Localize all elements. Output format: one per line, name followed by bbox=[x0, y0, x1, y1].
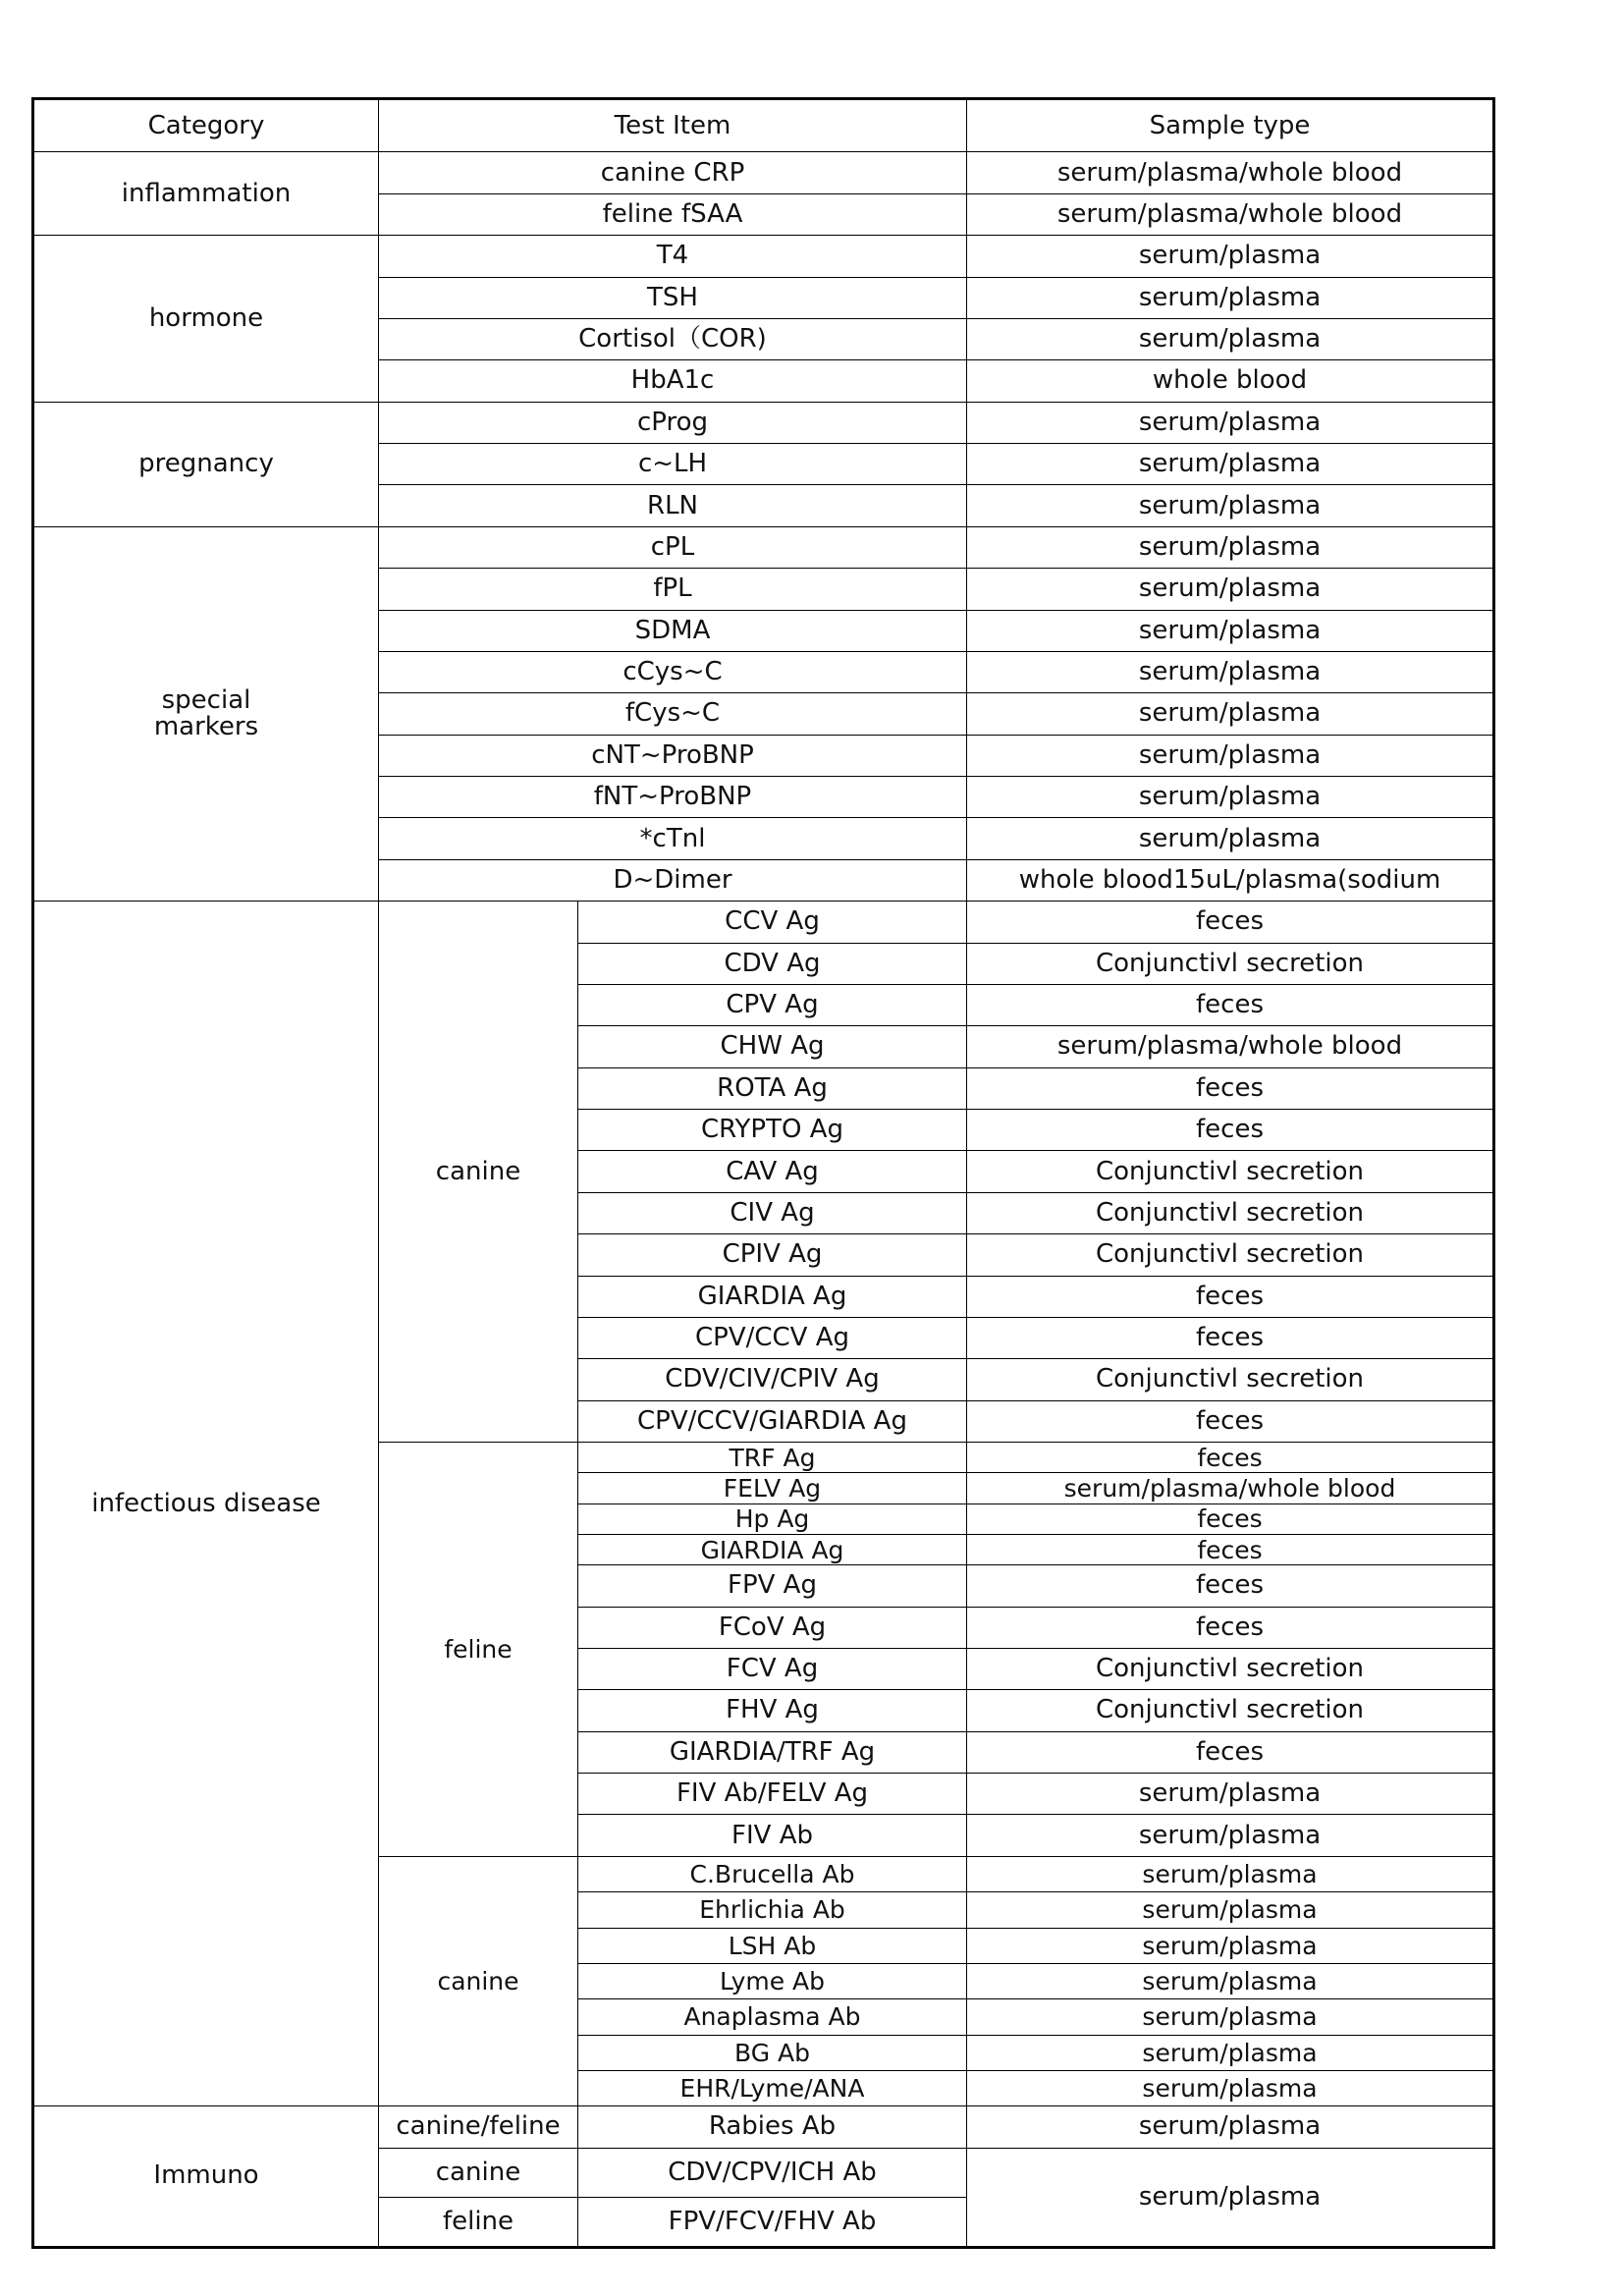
sample-type: whole blood bbox=[967, 360, 1494, 402]
test-item: c~LH bbox=[379, 444, 967, 485]
sample-type: feces bbox=[967, 1607, 1494, 1648]
test-item: CPV/CCV Ag bbox=[578, 1317, 967, 1358]
test-item: canine CRP bbox=[379, 152, 967, 193]
sample-type: serum/plasma bbox=[967, 651, 1494, 692]
sample-type: Conjunctivl secretion bbox=[967, 1648, 1494, 1689]
test-item: CPIV Ag bbox=[578, 1234, 967, 1276]
test-item: FIV Ab bbox=[578, 1815, 967, 1856]
test-item: FCoV Ag bbox=[578, 1607, 967, 1648]
sample-type: serum/plasma bbox=[967, 1815, 1494, 1856]
sample-type: serum/plasma bbox=[967, 693, 1494, 735]
sample-type: Conjunctivl secretion bbox=[967, 1192, 1494, 1233]
header-test-item: Test Item bbox=[379, 99, 967, 152]
sample-type: serum/plasma bbox=[967, 485, 1494, 526]
test-item: FPV Ag bbox=[578, 1565, 967, 1607]
test-item: fNT~ProBNP bbox=[379, 777, 967, 818]
subgroup-canine-antibody: canine bbox=[379, 1856, 578, 2105]
test-item: Rabies Ab bbox=[578, 2106, 967, 2148]
table-row bbox=[33, 902, 1494, 943]
header-category: Category bbox=[33, 99, 379, 152]
table-row bbox=[33, 2106, 1494, 2148]
category-inflammation: inflammation bbox=[33, 152, 379, 236]
sample-type: serum/plasma bbox=[967, 818, 1494, 859]
sample-type: serum/plasma bbox=[967, 1856, 1494, 1891]
sample-type: feces bbox=[967, 902, 1494, 943]
test-item: EHR/Lyme/ANA bbox=[578, 2070, 967, 2105]
sample-type: serum/plasma/whole blood bbox=[967, 1473, 1494, 1503]
test-item: HbA1c bbox=[379, 360, 967, 402]
test-item: CPV/CCV/GIARDIA Ag bbox=[578, 1400, 967, 1442]
test-item: feline fSAA bbox=[379, 193, 967, 235]
test-item: CAV Ag bbox=[578, 1151, 967, 1192]
sample-type: feces bbox=[967, 984, 1494, 1025]
test-item: FELV Ag bbox=[578, 1473, 967, 1503]
test-item: FPV/FCV/FHV Ab bbox=[578, 2197, 967, 2247]
sample-type: serum/plasma bbox=[967, 526, 1494, 568]
test-item: LSH Ab bbox=[578, 1928, 967, 1963]
sample-type: serum/plasma bbox=[967, 777, 1494, 818]
test-item: GIARDIA Ag bbox=[578, 1534, 967, 1564]
sample-type: feces bbox=[967, 1503, 1494, 1534]
sample-type: serum/plasma bbox=[967, 402, 1494, 443]
sample-type: serum/plasma bbox=[967, 444, 1494, 485]
test-item: ROTA Ag bbox=[578, 1067, 967, 1109]
header-sample-type: Sample type bbox=[967, 99, 1494, 152]
sample-type: serum/plasma/whole blood bbox=[967, 1026, 1494, 1067]
immuno-subgroup-canine-feline: canine/feline bbox=[379, 2106, 578, 2148]
test-item: CIV Ag bbox=[578, 1192, 967, 1233]
sample-type: feces bbox=[967, 1400, 1494, 1442]
test-item: GIARDIA/TRF Ag bbox=[578, 1731, 967, 1773]
sample-type: serum/plasma bbox=[967, 1892, 1494, 1928]
table-row bbox=[33, 402, 1494, 443]
sample-type: serum/plasma bbox=[967, 277, 1494, 318]
table-row bbox=[33, 526, 1494, 568]
sample-type: feces bbox=[967, 1534, 1494, 1564]
test-menu-table bbox=[31, 97, 1495, 2249]
sample-type: serum/plasma bbox=[967, 1774, 1494, 1815]
sample-type: serum/plasma bbox=[967, 735, 1494, 776]
test-item: FIV Ab/FELV Ag bbox=[578, 1774, 967, 1815]
sample-type: serum/plasma bbox=[967, 236, 1494, 277]
test-item: Ehrlichia Ab bbox=[578, 1892, 967, 1928]
test-item: CDV/CPV/ICH Ab bbox=[578, 2148, 967, 2197]
test-item: BG Ab bbox=[578, 2035, 967, 2070]
immuno-subgroup-feline: feline bbox=[379, 2197, 578, 2247]
test-item: *cTnl bbox=[379, 818, 967, 859]
test-item: D~Dimer bbox=[379, 859, 967, 901]
sample-type: Conjunctivl secretion bbox=[967, 1690, 1494, 1731]
test-item: fCys~C bbox=[379, 693, 967, 735]
test-item: fPL bbox=[379, 569, 967, 610]
sample-type: whole blood15uL/plasma(sodium bbox=[967, 859, 1494, 901]
sample-type: serum/plasma bbox=[967, 1928, 1494, 1963]
test-item: cCys~C bbox=[379, 651, 967, 692]
category-hormone: hormone bbox=[33, 236, 379, 403]
subgroup-canine-antigen: canine bbox=[379, 902, 578, 1443]
sample-type: feces bbox=[967, 1317, 1494, 1358]
sample-type: Conjunctivl secretion bbox=[967, 943, 1494, 984]
test-item: Anaplasma Ab bbox=[578, 1999, 967, 2035]
immuno-subgroup-canine: canine bbox=[379, 2148, 578, 2197]
table-row bbox=[33, 236, 1494, 277]
sample-type: Conjunctivl secretion bbox=[967, 1151, 1494, 1192]
test-item: T4 bbox=[379, 236, 967, 277]
sample-type: serum/plasma bbox=[967, 318, 1494, 359]
sample-type: serum/plasma bbox=[967, 2070, 1494, 2105]
test-item: FCV Ag bbox=[578, 1648, 967, 1689]
test-item: CPV Ag bbox=[578, 984, 967, 1025]
test-item: cProg bbox=[379, 402, 967, 443]
test-item: cNT~ProBNP bbox=[379, 735, 967, 776]
sample-type: serum/plasma bbox=[967, 2035, 1494, 2070]
sample-type: serum/plasma bbox=[967, 569, 1494, 610]
test-item: CDV/CIV/CPIV Ag bbox=[578, 1359, 967, 1400]
test-item: C.Brucella Ab bbox=[578, 1856, 967, 1891]
sample-type: feces bbox=[967, 1067, 1494, 1109]
test-item: GIARDIA Ag bbox=[578, 1276, 967, 1317]
test-item: CDV Ag bbox=[578, 943, 967, 984]
test-item: TRF Ag bbox=[578, 1443, 967, 1473]
category-pregnancy: pregnancy bbox=[33, 402, 379, 526]
test-item: Hp Ag bbox=[578, 1503, 967, 1534]
sample-type: feces bbox=[967, 1276, 1494, 1317]
category-immuno: Immuno bbox=[33, 2106, 379, 2248]
sample-type: serum/plasma bbox=[967, 2148, 1494, 2247]
sample-type: Conjunctivl secretion bbox=[967, 1234, 1494, 1276]
subgroup-feline-antigen: feline bbox=[379, 1443, 578, 1857]
table-header-row bbox=[33, 99, 1494, 152]
category-special-markers: special markers bbox=[33, 526, 379, 901]
test-item: CHW Ag bbox=[578, 1026, 967, 1067]
test-item: cPL bbox=[379, 526, 967, 568]
sample-type: feces bbox=[967, 1110, 1494, 1151]
test-item: TSH bbox=[379, 277, 967, 318]
test-item: FHV Ag bbox=[578, 1690, 967, 1731]
sample-type: serum/plasma bbox=[967, 1999, 1494, 2035]
sample-type: serum/plasma bbox=[967, 1963, 1494, 1998]
table-row bbox=[33, 152, 1494, 193]
category-infectious-disease: infectious disease bbox=[33, 902, 379, 2106]
sample-type: feces bbox=[967, 1443, 1494, 1473]
sample-type: serum/plasma/whole blood bbox=[967, 193, 1494, 235]
test-item: CCV Ag bbox=[578, 902, 967, 943]
sample-type: serum/plasma/whole blood bbox=[967, 152, 1494, 193]
test-item: RLN bbox=[379, 485, 967, 526]
test-item: SDMA bbox=[379, 610, 967, 651]
test-item: Lyme Ab bbox=[578, 1963, 967, 1998]
sample-type: feces bbox=[967, 1565, 1494, 1607]
test-item: CRYPTO Ag bbox=[578, 1110, 967, 1151]
sample-type: serum/plasma bbox=[967, 2106, 1494, 2148]
sample-type: serum/plasma bbox=[967, 610, 1494, 651]
sample-type: Conjunctivl secretion bbox=[967, 1359, 1494, 1400]
sample-type: feces bbox=[967, 1731, 1494, 1773]
test-item: Cortisol（COR) bbox=[379, 318, 967, 359]
